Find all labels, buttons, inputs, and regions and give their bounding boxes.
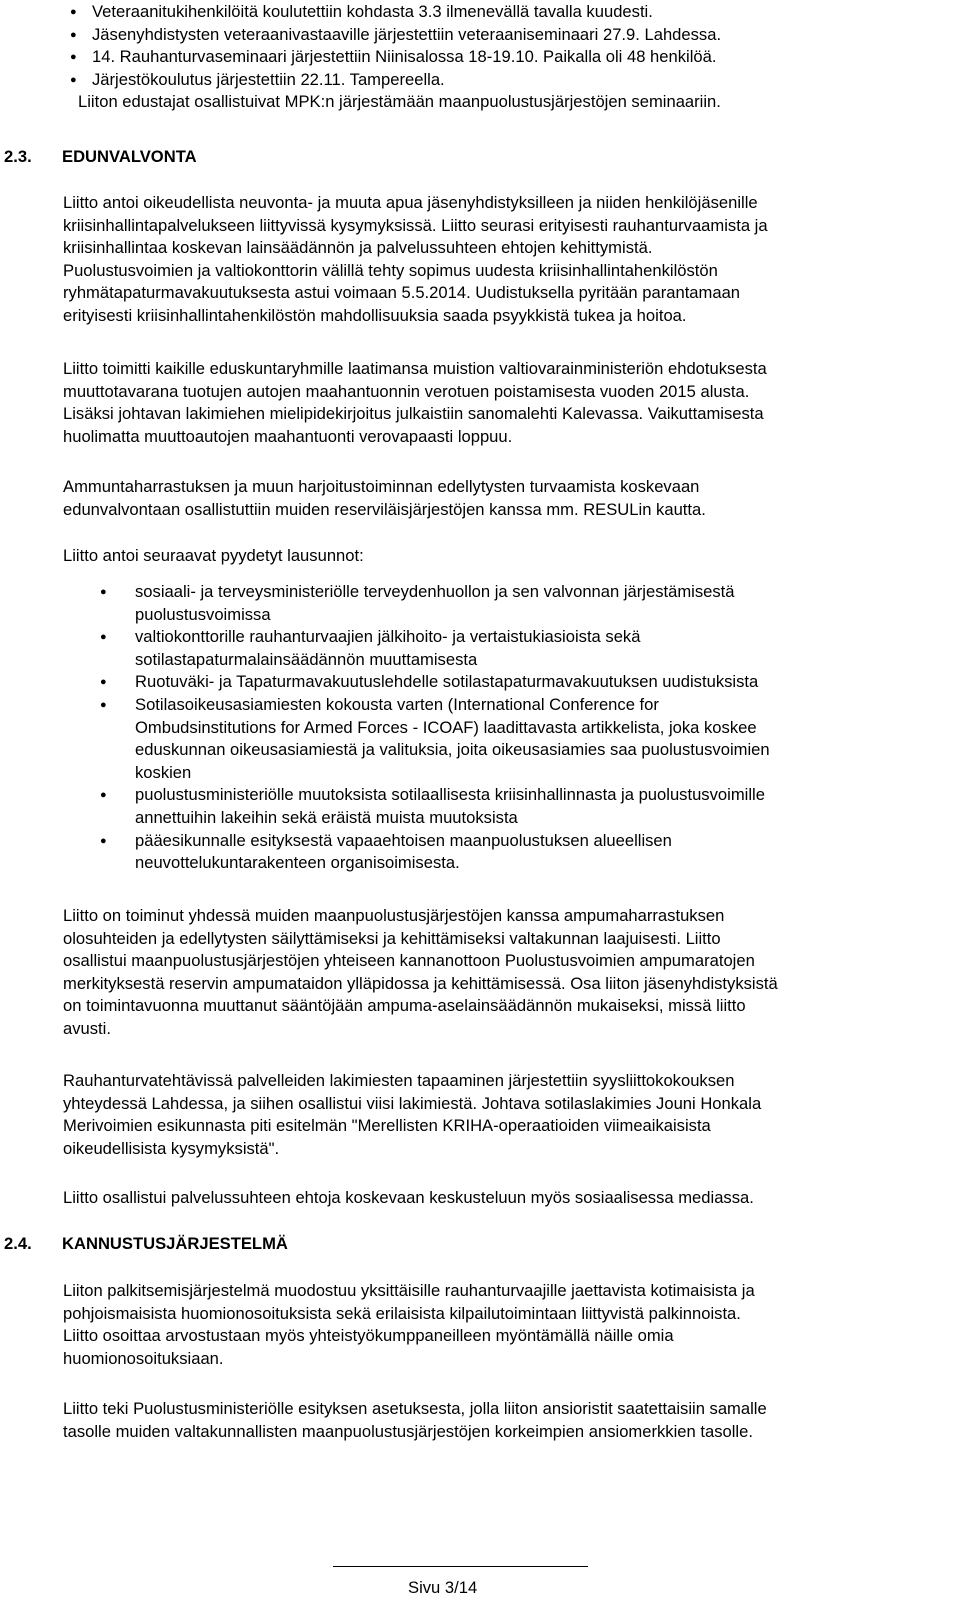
text-line: Lisäksi johtavan lakimiehen mielipidekirjoitus julkaistiin sanomalehti Kalevassa. Vaikuttamisesta: [63, 404, 764, 424]
text-line: Puolustusvoimien ja valtiokonttorin välillä tehty sopimus uudesta kriisinhallintahenkilöstön: [63, 260, 718, 280]
list-item: [70, 24, 950, 47]
section-heading-kannustusjarjestelma: [4, 1233, 288, 1256]
list-item-continuation: [70, 91, 950, 114]
text-line: edunvalvontaan osallistuttiin muiden reserviläisjärjestöjen kanssa mm. RESULin kautta.: [63, 499, 706, 519]
paragraph-shooting-ranges: [63, 905, 943, 1041]
list-item: [100, 784, 940, 829]
list-item-text: 14. Rauhanturvaseminaari järjestettiin Niinisalossa 18-19.10. Paikalla oli 48 henkilöä.: [92, 47, 717, 67]
list-item-text: Ombudsinstitutions for Armed Forces - ICOAF) laadittavasta artikkelista, joka koskee: [135, 717, 757, 737]
text-line: pohjoismaisista huomionosoituksista sekä erilaisista kilpailutoimintaan liittyvistä palkinnoista.: [63, 1303, 741, 1323]
bullet-icon: ●: [70, 28, 77, 41]
list-item-text: Jäsenyhdistysten veteraanivastaaville järjestettiin veteraaniseminaari 27.9. Lahdessa.: [92, 24, 722, 44]
paragraph-social-media: [63, 1187, 943, 1210]
text-line: huomionosoituksiaan.: [63, 1348, 224, 1368]
intro-bullet-list: [70, 1, 950, 114]
text-line: olosuhteiden ja edellytysten säilyttämiseksi ja kehittämiseksi valtakunnan laajuisesti. Liitto: [63, 928, 721, 948]
list-item-text: neuvottelukuntarakenteen organisoimisesta.: [135, 853, 460, 873]
text-line: Liiton palkitsemisjärjestelmä muodostuu yksittäisille rauhanturvaajille jaettavista kotimaisista ja: [63, 1281, 755, 1300]
text-line: kriisinhallintapalvelukseen liittyvissä kysymyksissä. Liitto seurasi erityisesti rauhanturvaamista ja: [63, 215, 768, 235]
bullet-icon: ●: [100, 789, 107, 802]
text-line: Liitto antoi seuraavat pyydetyt lausunnot:: [63, 546, 364, 565]
list-item-text: Sotilasoikeusasiamiesten kokousta varten (International Conference for: [135, 694, 659, 714]
list-item-text: sotilastapaturmalainsäädännön muuttamisesta: [135, 649, 478, 669]
bullet-icon: ●: [100, 586, 107, 598]
text-line: Liitto antoi oikeudellista neuvonta- ja muuta apua jäsenyhdistyksilleen ja niiden henkilöjäsenille: [63, 193, 758, 212]
list-item: [70, 1, 950, 24]
bullet-icon: ●: [100, 631, 107, 644]
list-item-text: puolustusministeriölle muutoksista sotilaallisesta kriisinhallinnasta ja puolustusvoimille: [135, 785, 765, 805]
list-item-text: koskien: [135, 762, 192, 782]
text-line: kriisinhallintaa koskevan lainsäädännön ja palvelussuhteen ehtojen kehittymistä.: [63, 238, 653, 258]
section-number: 2.3.: [4, 147, 32, 166]
list-item: [100, 830, 940, 875]
list-item-text: puolustusvoimissa: [135, 604, 271, 624]
text-line: ryhmätapaturmavakuutuksesta astui voimaan 5.5.2014. Uudistuksella pyritään parantamaan: [63, 283, 741, 303]
list-item-text: Ruotuväki- ja Tapaturmavakuutuslehdelle sotilastapaturmavakuutuksen uudistuksista: [135, 672, 759, 692]
list-item: [70, 46, 950, 69]
paragraph-shooting-hobby: [63, 476, 943, 521]
paragraph-lawyers-meeting: [63, 1070, 943, 1160]
bullet-icon: ●: [100, 676, 107, 689]
text-line: on toimintavuonna muuttanut sääntöjään ampuma-aselainsäädännön mukaiseksi, missä liitto: [63, 996, 746, 1016]
list-item-text: sosiaali- ja terveysministeriölle terveydenhuollon ja sen valvonnan järjestämisestä: [135, 582, 735, 601]
bullet-icon: ●: [70, 51, 77, 64]
text-line: Merivoimien esikunnasta piti esitelmän "Merellisten KRIHA-operaatioiden viimeaikaisista: [63, 1116, 711, 1136]
text-line: Rauhanturvatehtävissä palvelleiden lakimiesten tapaaminen järjestettiin syysliittokokouksen: [63, 1071, 735, 1090]
page-number: Sivu 3/14: [408, 1578, 478, 1597]
list-item-text: eduskunnan oikeusasiamiestä ja valituksia, joita oikeusasiamies saa puolustusvoimien: [135, 740, 770, 760]
list-item-text: annettuihin lakeihin sekä eräistä muista muutoksista: [135, 807, 518, 827]
paragraph-merit-crosses: [63, 1398, 943, 1443]
list-item-text: valtiokonttorille rauhanturvaajien jälkihoito- ja vertaistukiasioista sekä: [135, 627, 641, 647]
list-item: [100, 581, 940, 626]
list-item: [100, 671, 940, 694]
statements-bullet-list: [100, 581, 940, 875]
section-heading-edunvalvonta: [4, 146, 197, 169]
list-item-text: Liiton edustajat osallistuivat MPK:n järjestämään maanpuolustusjärjestöjen seminaariin.: [78, 92, 721, 112]
text-line: Liitto on toiminut yhdessä muiden maanpuolustusjärjestöjen kanssa ampumaharrastuksen: [63, 906, 725, 925]
text-line: Liitto toimitti kaikille eduskuntaryhmille laatimansa muistion valtiovarainministeriön ehdotuksesta: [63, 359, 767, 378]
text-line: merkityksestä reservin ampumataidon ylläpidossa ja kehittämisessä. Osa liiton jäsenyhdistyksistä: [63, 973, 778, 993]
text-line: erityisesti kriisinhallintahenkilöstön mahdollisuuksia saada psyykkistä tukea ja hoitoa.: [63, 305, 687, 325]
paragraph-car-import: [63, 358, 943, 448]
bullet-icon: ●: [100, 834, 107, 847]
bullet-icon: ●: [70, 73, 77, 86]
text-line: tasolle muiden valtakunnallisten maanpuolustusjärjestöjen korkeimpien ansiomerkkien tasolle.: [63, 1421, 753, 1441]
text-line: Liitto osoittaa arvostustaan myös yhteistyökumppaneilleen myöntämällä näille omia: [63, 1326, 674, 1346]
list-item: [100, 694, 940, 784]
list-item-text: Järjestökoulutus järjestettiin 22.11. Tampereella.: [92, 69, 445, 89]
paragraph-legal-advice: [63, 192, 943, 328]
bullet-icon: ●: [70, 6, 77, 18]
text-line: Liitto teki Puolustusministeriölle esityksen asetuksesta, jolla liiton ansioristit saatettaisiin samalle: [63, 1399, 767, 1418]
text-line: oikeudellisista kysymyksistä".: [63, 1138, 280, 1158]
list-item: [70, 69, 950, 92]
section-number: 2.4.: [4, 1234, 32, 1253]
text-line: Liitto osallistui palvelussuhteen ehtoja koskevaan keskusteluun myös sosiaalisessa mediassa.: [63, 1188, 754, 1207]
list-item-text: Veteraanitukihenkilöitä koulutettiin kohdasta 3.3 ilmenevällä tavalla kuudesti.: [92, 2, 653, 21]
paragraph-reward-system: [63, 1280, 943, 1370]
text-line: avusti.: [63, 1018, 111, 1038]
section-title: EDUNVALVONTA: [62, 147, 197, 166]
list-item-text: pääesikunnalle esityksestä vapaaehtoisen maanpuolustuksen alueellisen: [135, 830, 672, 850]
section-title: KANNUSTUSJÄRJESTELMÄ: [62, 1234, 288, 1253]
footer-divider: [333, 1566, 588, 1567]
bullet-icon: ●: [100, 698, 107, 711]
text-line: huolimatta muuttoautojen maahantuonti verovapaasti loppuu.: [63, 426, 513, 446]
list-item: [100, 626, 940, 671]
text-line: yhteydessä Lahdessa, ja siihen osallistui viisi lakimiestä. Johtava sotilaslakimies Jouni Honkala: [63, 1093, 762, 1113]
statements-intro: [63, 545, 943, 568]
text-line: osallistui maanpuolustusjärjestöjen yhteiseen kannanottoon Puolustusvoimien ampumaratojen: [63, 951, 755, 971]
text-line: Ammuntaharrastuksen ja muun harjoitustoiminnan edellytysten turvaamista koskevaan: [63, 477, 700, 496]
text-line: muuttotavarana tuotujen autojen maahantuonnin verotuen poistamisesta vuoden 2015 alusta.: [63, 381, 750, 401]
